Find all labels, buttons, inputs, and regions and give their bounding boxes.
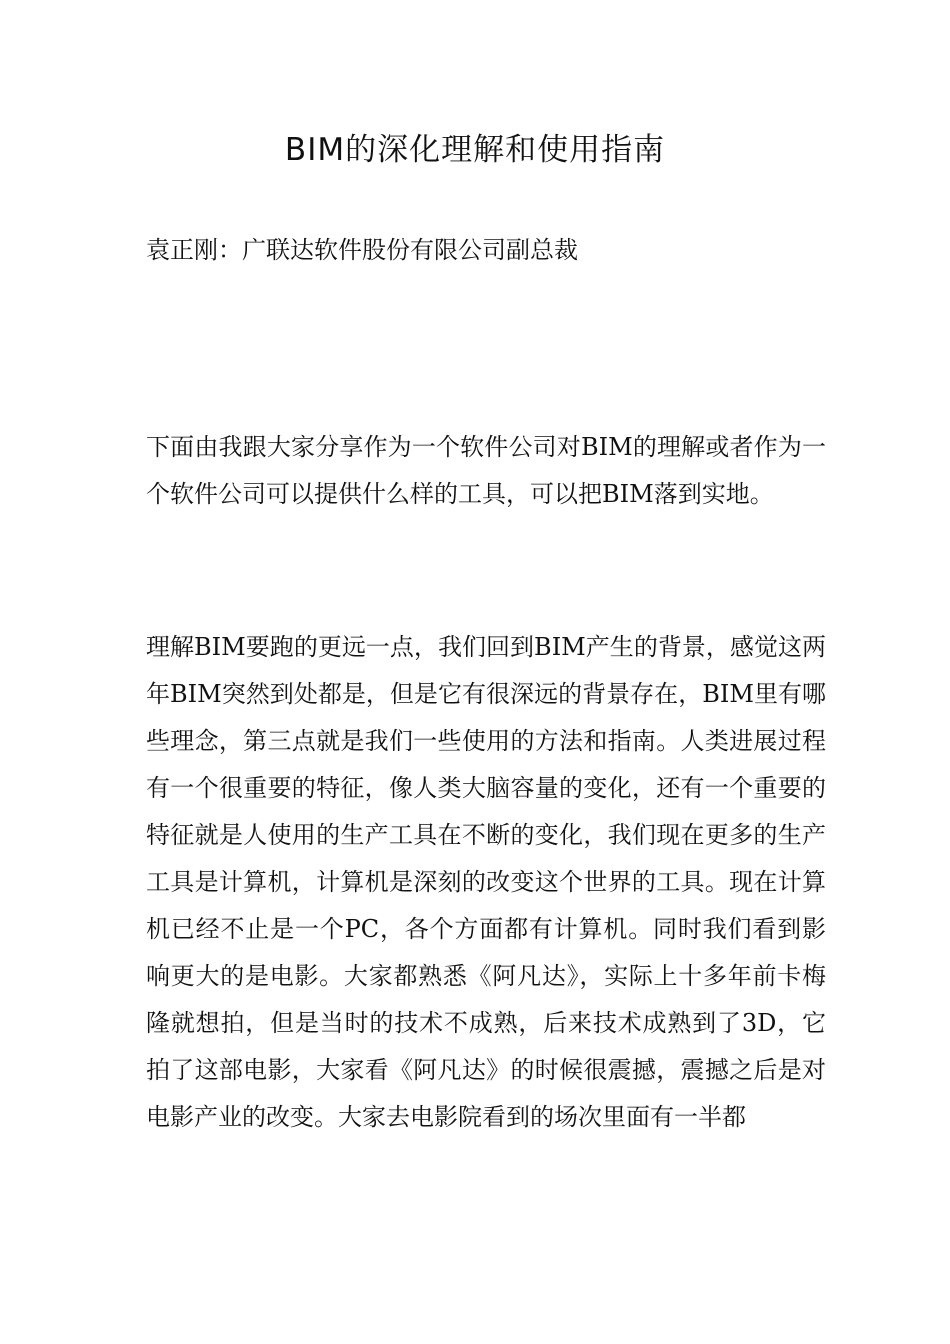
paragraph-intro: 下面由我跟大家分享作为一个软件公司对BIM的理解或者作为一个软件公司可以提供什么样的工具，可以把BIM落到实地。 (146, 433, 826, 508)
document-title: BIM的深化理解和使用指南 (284, 132, 666, 168)
paragraph-body: 理解BIM要跑的更远一点，我们回到BIM产生的背景，感觉这两年BIM突然到处都是，但是它有很深远的背景存在，BIM里有哪些理念，第三点就是我们一些使用的方法和指南。人类进展过程有一个很重要的特征，像人类大脑容量的变化，还有一个重要的特征就是人使用的生产工具在不断的变化，我们现在更多的生产工具是计算机，计算机是深刻的改变这个世界的工具。现在计算机已经不止是一个PC，各个方面都有计算机。同时我们看到影响更大的是电影。大家都熟悉《阿凡达》，实际上十多年前卡梅隆就想拍，但是当时的技术不成熟，后来技术成熟到了3D，它拍了这部电影，大家看《阿凡达》的时候很震撼，震撼之后是对电影产业的改变。大家去电影院看到的场次里面有一半都 (146, 633, 826, 1131)
author-line: 袁正刚：广联达软件股份有限公司副总裁 (146, 236, 578, 264)
